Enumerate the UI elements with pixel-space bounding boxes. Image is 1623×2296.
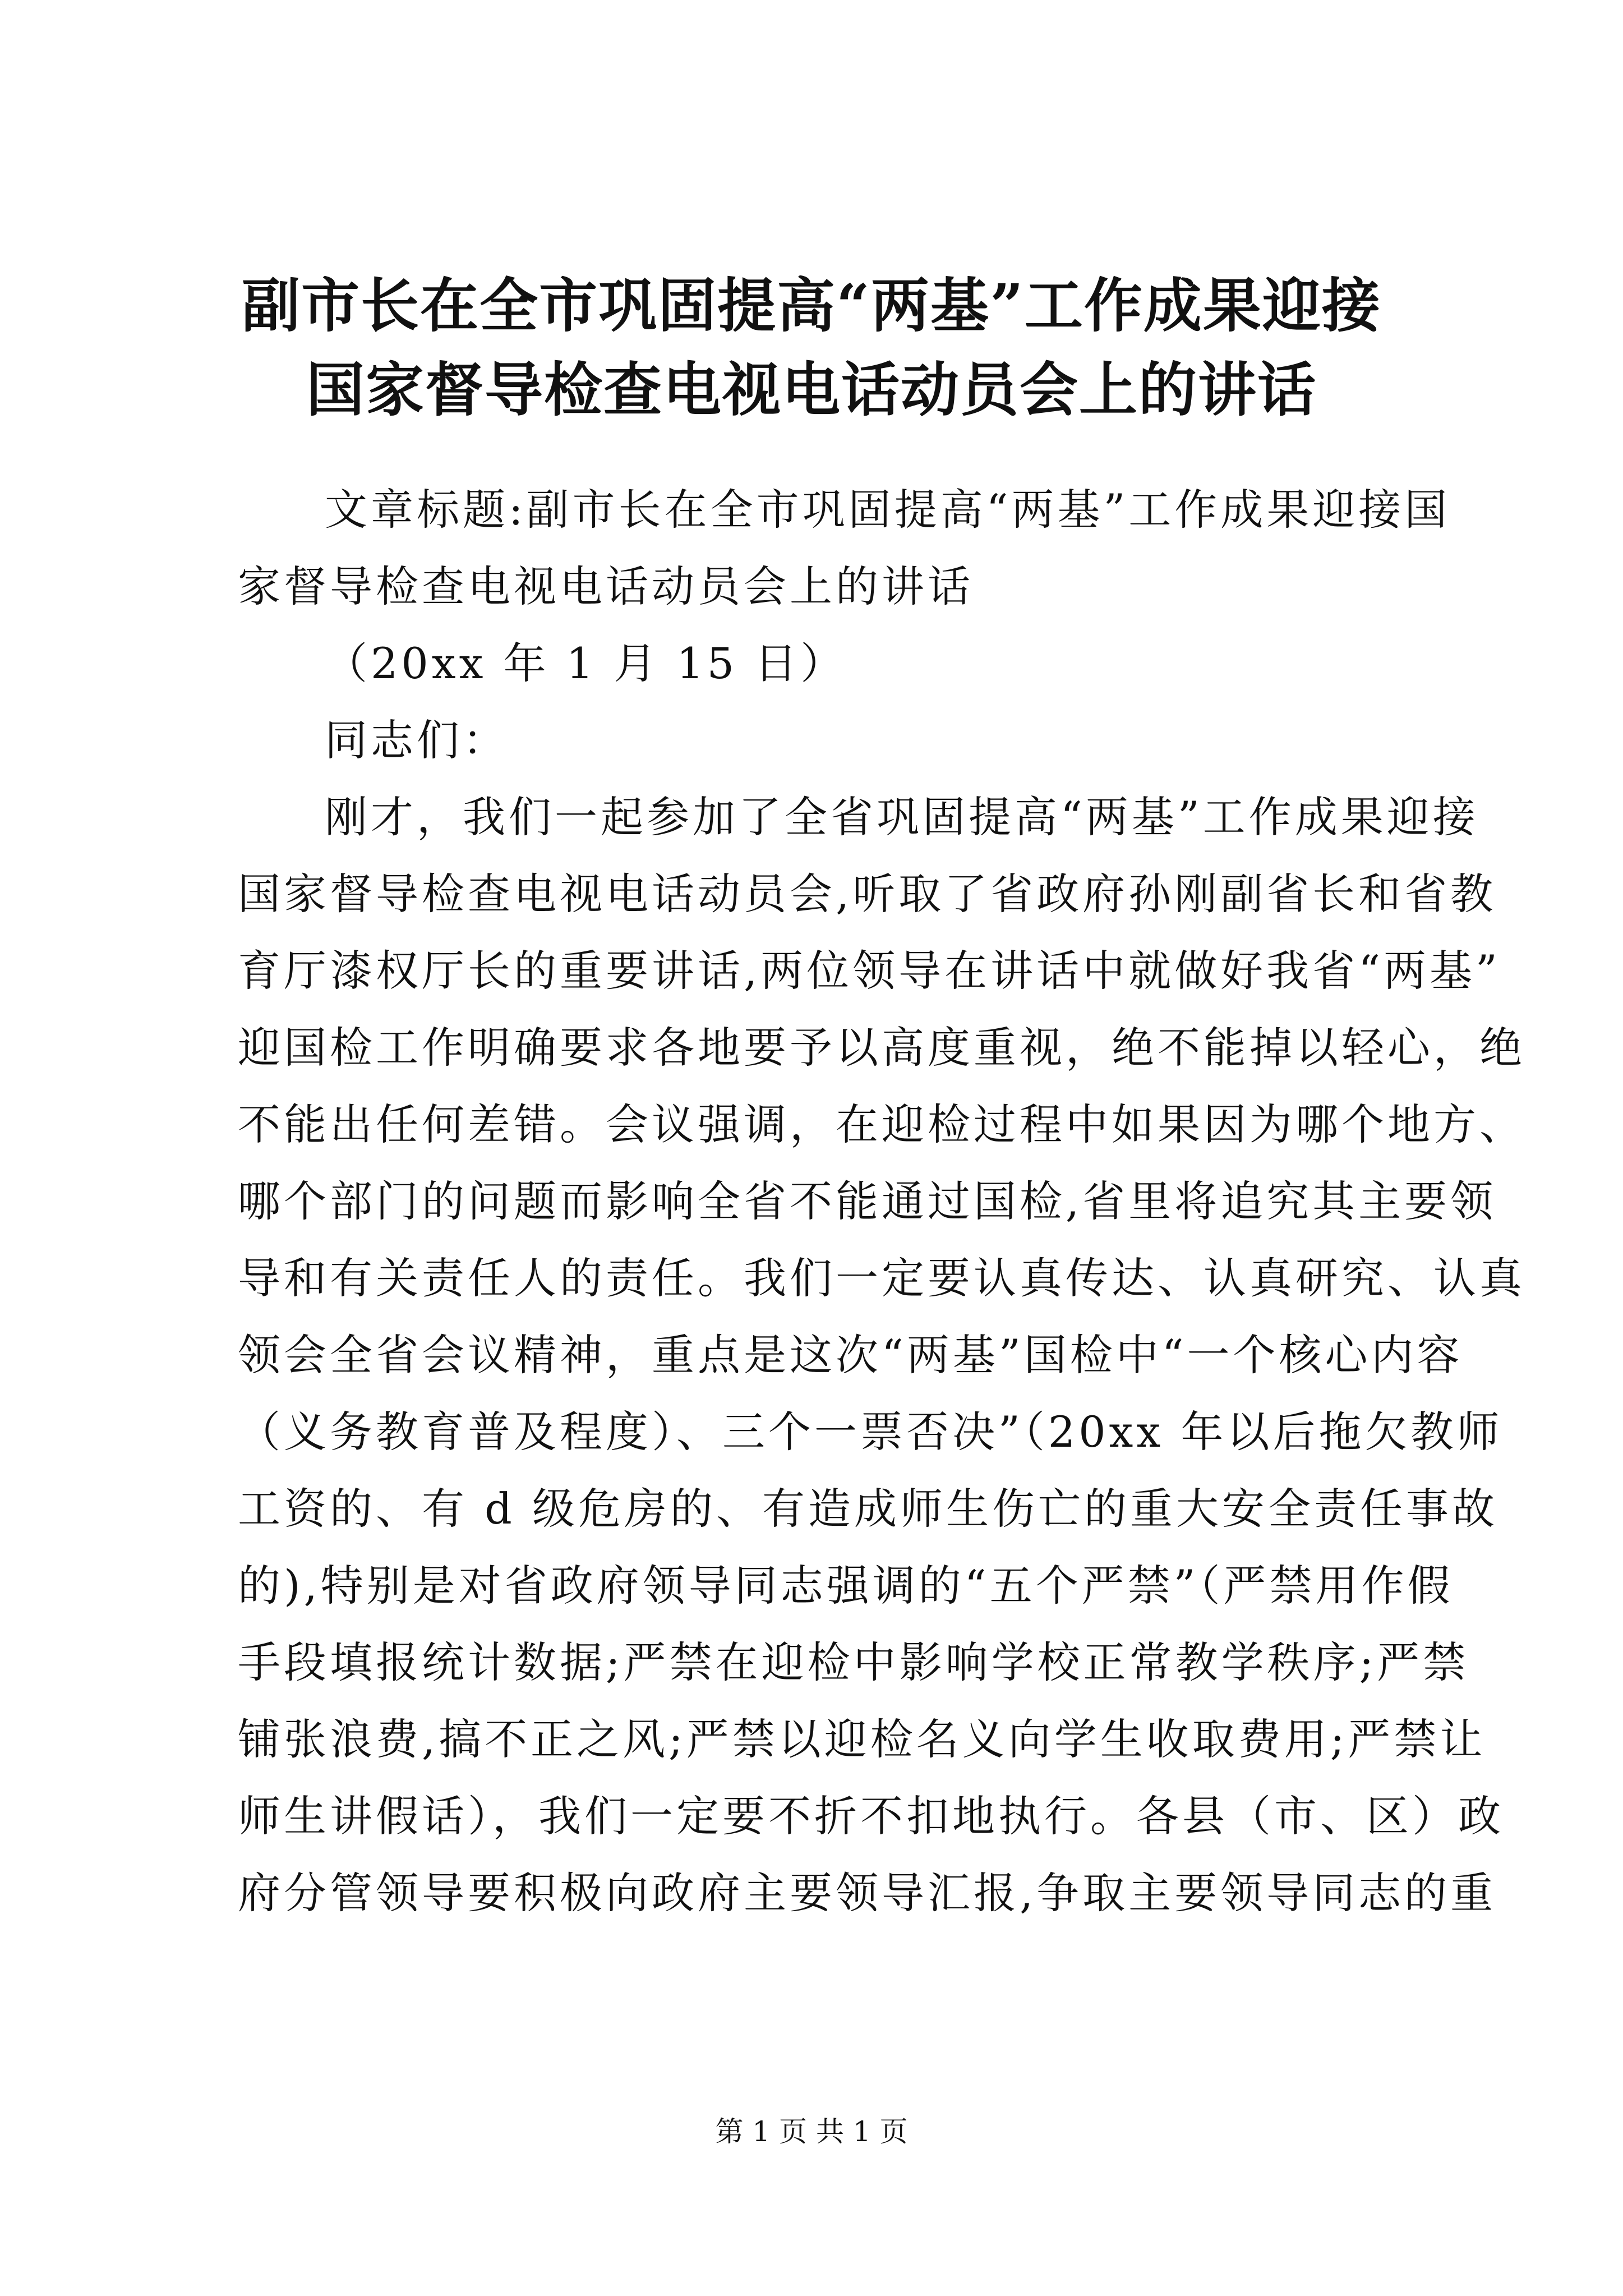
paragraph-line: 师生讲假话），我们一定要不折不扣地执行。各县（市、区）政: [238, 1791, 1504, 1841]
title-line-1: 副市长在全市巩固提高“两基”工作成果迎接: [242, 271, 1381, 340]
document-title: [168, 264, 1455, 432]
paragraph-line: 刚才，我们一起参加了全省巩固提高“两基”工作成果迎接: [325, 792, 1479, 842]
paragraph-line: 哪个部门的问题而影响全省不能通过国检,省里将追究其主要领: [238, 1176, 1497, 1226]
title-line-2: 国家督导检查电视电话动员会上的讲话: [306, 355, 1317, 424]
paragraph-line: 迎国检工作明确要求各地要予以高度重视，绝不能掉以轻心，绝: [238, 1023, 1525, 1073]
salutation-line: 同志们：: [325, 715, 509, 765]
paragraph-line: 育厅漆权厅长的重要讲话,两位领导在讲话中就做好我省“两基”: [238, 946, 1501, 996]
paragraph-line: 领会全省会议精神，重点是这次“两基”国检中“一个核心内容: [238, 1330, 1463, 1380]
paragraph-line: 铺张浪费,搞不正之风;严禁以迎检名义向学生收取费用;严禁让: [238, 1714, 1486, 1764]
page-footer: 第 1 页 共 1 页: [715, 2115, 908, 2148]
paragraph-line: 工资的、有 d 级危房的、有造成师生伤亡的重大安全责任事故: [238, 1484, 1498, 1534]
article-title-continuation-line: 家督导检查电视电话动员会上的讲话: [238, 562, 974, 611]
paragraph-line: 国家督导检查电视电话动员会,听取了省政府孙刚副省长和省教: [238, 869, 1497, 919]
paragraph-line: 府分管领导要积极向政府主要领导汇报,争取主要领导同志的重: [238, 1868, 1497, 1918]
paragraph-line: 的),特别是对省政府领导同志强调的“五个严禁”（严禁用作假: [238, 1561, 1454, 1611]
paragraph-line: （义务教育普及程度）、三个一票否决”（20xx 年以后拖欠教师: [238, 1407, 1503, 1457]
document-body: [238, 471, 1525, 1931]
paragraph-line: 不能出任何差错。会议强调，在迎检过程中如果因为哪个地方、: [238, 1099, 1525, 1149]
date-line: （20xx 年 1 月 15 日）: [325, 638, 847, 688]
paragraph-line: 导和有关责任人的责任。我们一定要认真传达、认真研究、认真: [238, 1253, 1525, 1303]
paragraph-line: 手段填报统计数据;严禁在迎检中影响学校正常教学秩序;严禁: [238, 1637, 1469, 1687]
article-title-label-line: 文章标题:副市长在全市巩固提高“两基”工作成果迎接国: [325, 485, 1451, 535]
